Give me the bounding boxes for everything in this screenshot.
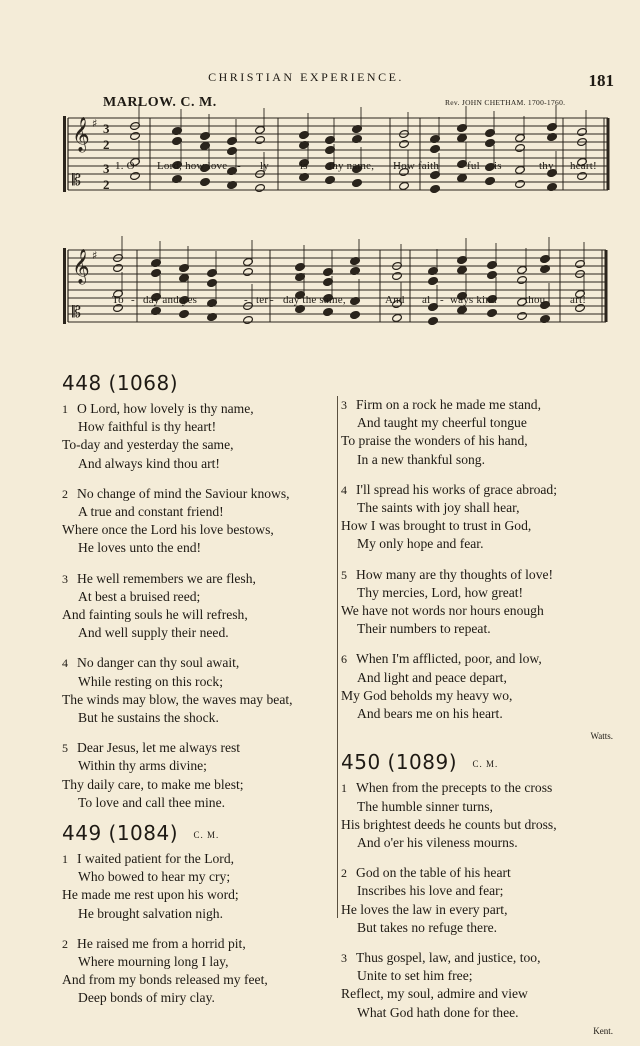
stanza-number: 4 (341, 482, 347, 497)
verse-line: In a new thankful song. (357, 451, 485, 467)
system-brace (63, 116, 66, 192)
verse-line: And from my bonds released my feet, (62, 972, 268, 988)
lyric-syllable: And (385, 294, 405, 306)
verse-line (62, 400, 338, 418)
verse-text: He well remembers we are flesh, (77, 570, 256, 586)
verse-line: Inscribes his love and fear; (357, 883, 504, 899)
right-column (341, 396, 621, 1046)
running-head: CHRISTIAN EXPERIENCE. (208, 70, 404, 84)
verse-line: Within thy arms divine; (78, 758, 207, 774)
alto-note (457, 133, 468, 142)
verse-line: He loves unto the end! (78, 540, 202, 556)
stanza (62, 935, 338, 1008)
verse-text: No change of mind the Saviour knows, (77, 485, 290, 501)
system-brace (63, 248, 66, 324)
verse-line: To praise the wonders of his hand, (341, 433, 528, 449)
tenor-clef-icon: 𝄡 (72, 170, 81, 189)
verse-line: And fainting souls he will refresh, (62, 607, 248, 623)
verse-line (62, 570, 338, 588)
lyric-syllable: How faith (393, 160, 440, 172)
stanza (341, 566, 621, 639)
verse-line: Their numbers to repeat. (357, 621, 491, 637)
lyric-syllable: is (300, 160, 308, 172)
stanza (62, 850, 338, 923)
stanza (341, 481, 621, 554)
verse-line (341, 650, 621, 668)
hymn-heading (62, 822, 338, 850)
lyric-syllable: ways kind (450, 294, 497, 306)
stanza (341, 864, 621, 937)
verse-line: To-day and yesterday the same, (62, 437, 234, 453)
verse-line (341, 779, 621, 797)
stanza (341, 779, 621, 852)
verse-line: And o'er his vileness mourns. (357, 835, 518, 851)
sharp-icon: ♯ (92, 117, 98, 130)
verse-line: How faithful is thy heart! (78, 419, 217, 435)
stanza (341, 650, 621, 723)
bass-note (352, 178, 363, 187)
verse-line: But takes no refuge there. (357, 919, 498, 935)
lyric-syllable: day and yes (143, 294, 198, 306)
verse-line: At best a bruised reed; (78, 588, 201, 604)
verse-text: I'll spread his works of grace abroad; (356, 481, 557, 497)
lyric-syllable: - (237, 160, 241, 172)
bass-note (243, 315, 254, 324)
verse-line: The humble sinner turns, (357, 798, 493, 814)
stanza-number: 4 (62, 656, 68, 671)
verse-line: And always kind thou art! (78, 455, 220, 471)
verse-line: Who bowed to hear my cry; (78, 869, 231, 885)
verse-line (341, 864, 621, 882)
verse-line: His brightest deeds he counts but dross, (341, 816, 557, 832)
verse-line: And bears me on his heart. (357, 706, 503, 722)
lyric-syllable: ly (260, 160, 269, 172)
verse-text: When from the precepts to the cross (356, 780, 553, 796)
time-signature-top: 3 (103, 121, 110, 136)
sharp-icon: ♯ (92, 249, 98, 262)
verse-line: What God hath done for thee. (357, 1004, 519, 1020)
hymn-meter: C. M. (193, 830, 220, 841)
alto-note (130, 131, 141, 140)
alto-note (243, 267, 254, 276)
verse-line (341, 396, 621, 414)
bass-note (179, 309, 190, 318)
bass-note (577, 171, 588, 180)
tenor-clef-icon: 𝄡 (72, 302, 81, 321)
lyric-syllable: thy name, (329, 160, 375, 172)
hymn-body (62, 850, 338, 1008)
lyric-syllable: thy (539, 160, 554, 172)
verse-line (341, 949, 621, 967)
verse-text: When I'm afflicted, poor, and low, (356, 651, 542, 667)
lyric-syllable: - (131, 294, 135, 306)
bass-note (430, 184, 441, 193)
lyric-syllable: art! (570, 294, 587, 306)
verse-text: Thus gospel, law, and justice, too, (356, 950, 541, 966)
verse-line (62, 485, 338, 503)
verse-line: Unite to set him free; (357, 968, 473, 984)
stanza-number: 5 (62, 741, 68, 756)
lyric-syllable: al (422, 294, 431, 306)
verse-line: The winds may blow, the waves may beat, (62, 691, 293, 707)
verse-line: My God beholds my heavy wo, (341, 687, 513, 703)
stanza-number: 2 (341, 866, 347, 881)
lyric-syllable: heart! (570, 160, 597, 172)
verse-line: Deep bonds of miry clay. (78, 990, 215, 1006)
verse-line (62, 654, 338, 672)
bass-note (399, 181, 410, 190)
bass-note (323, 307, 334, 316)
lyric-syllable: Lord, how love (157, 160, 228, 172)
hymn-number: 450 (1089) (341, 750, 458, 775)
left-column (62, 372, 338, 1020)
lyric-syllable: - (244, 294, 248, 306)
stanza (62, 485, 338, 558)
tune-name: MARLOW. C. M. (103, 95, 217, 110)
bass-note (457, 173, 468, 182)
lyric-syllable: 1. O (115, 160, 135, 172)
hymn-number: 448 (1068) (62, 371, 179, 395)
hymn-meter: C. M. (472, 759, 499, 770)
time-signature-bottom: 2 (103, 137, 110, 152)
bass-note (392, 313, 403, 322)
verse-line: He made me rest upon his word; (62, 887, 239, 903)
verse-line (62, 739, 338, 757)
verse-line: While resting on this rock; (78, 673, 223, 689)
hymn-body (341, 396, 621, 723)
lyric-syllable: - (440, 294, 444, 306)
verse-line: He loves the law in every part, (341, 901, 508, 917)
stanza (62, 654, 338, 727)
time-signature-bottom: 2 (103, 177, 110, 192)
verse-text: No danger can thy soul await, (77, 655, 240, 671)
verse-line: He brought salvation nigh. (78, 905, 223, 921)
lyric-syllable: day the same, (283, 294, 346, 306)
verse-line: Thy daily care, to make me blest; (62, 776, 244, 792)
stanza-number: 6 (341, 652, 347, 667)
bass-note (255, 183, 266, 192)
bass-note (485, 176, 496, 185)
verse-text: O Lord, how lovely is thy name, (77, 401, 254, 416)
verse-text: God on the table of his heart (356, 865, 511, 881)
verse-line: And well supply their need. (78, 625, 229, 641)
verse-line (341, 481, 621, 499)
verse-line (341, 566, 621, 584)
stanza (62, 739, 338, 812)
alto-note (113, 263, 124, 272)
stanza-number: 3 (62, 571, 68, 586)
hymn-author: Kent. (593, 1025, 613, 1036)
alto-note (399, 139, 410, 148)
lyric-syllable: is (494, 160, 502, 172)
music-score (0, 0, 640, 370)
verse-text: Firm on a rock he made me stand, (356, 397, 541, 412)
verse-text: I waited patient for the Lord, (77, 851, 235, 867)
bass-note (517, 311, 528, 320)
verse-line (62, 935, 338, 953)
stanza (341, 949, 621, 1022)
time-signature-top: 3 (103, 161, 110, 176)
stanza (62, 570, 338, 643)
verse-text: How many are thy thoughts of love! (356, 566, 554, 582)
bass-note (515, 179, 526, 188)
alto-note (255, 135, 266, 144)
hymn-heading (341, 751, 621, 779)
lyric-syllable: - (270, 294, 274, 306)
lyric-syllable: To (112, 294, 124, 306)
bass-note (350, 310, 361, 319)
verse-line: Where mourning long I lay, (78, 954, 229, 970)
hymn-number: 449 (1084) (62, 821, 179, 846)
verse-line: My only hope and fear. (357, 536, 484, 552)
stanza-number: 3 (341, 951, 347, 966)
verse-text: Dear Jesus, let me always rest (77, 740, 241, 756)
alto-note (428, 276, 439, 285)
stanza-number: 5 (341, 567, 347, 582)
bass-note (325, 175, 336, 184)
hymn-body (341, 779, 621, 1021)
stanza-number: 3 (341, 398, 347, 412)
verse-line: Thy mercies, Lord, how great! (357, 584, 524, 600)
lyric-syllable: thou (525, 294, 546, 306)
alto-note (430, 144, 441, 153)
verse-text: He raised me from a horrid pit, (77, 935, 246, 951)
verse-line (62, 850, 338, 868)
hymn-heading (62, 372, 338, 400)
lyric-syllable: - (458, 160, 462, 172)
treble-clef-icon: 𝄞 (72, 249, 90, 284)
lyric-syllable: ter (256, 294, 269, 306)
verse-line: To love and call thee mine. (78, 794, 226, 810)
stanza-number: 2 (62, 936, 68, 951)
bass-note (428, 316, 439, 325)
verse-line: We have not words nor hours enough (341, 603, 544, 619)
verse-line: Reflect, my soul, admire and view (341, 986, 528, 1002)
bass-note (457, 305, 468, 314)
bass-note (487, 308, 498, 317)
bass-note (130, 171, 141, 180)
stanza-number: 1 (62, 852, 68, 867)
verse-line: And taught my cheerful tongue (357, 415, 527, 431)
stanza (341, 396, 621, 469)
verse-line: But he sustains the shock. (78, 710, 219, 726)
alto-note (457, 265, 468, 274)
alto-note (392, 271, 403, 280)
stanza-number: 1 (341, 781, 347, 796)
hymn-author: Watts. (590, 731, 613, 742)
bass-note (200, 177, 211, 186)
stanza-number: 2 (62, 486, 68, 501)
verse-line: Where once the Lord his love bestows, (62, 522, 274, 538)
verse-line: And light and peace depart, (357, 669, 507, 685)
treble-clef-icon: 𝄞 (72, 117, 90, 152)
page-number: 181 (588, 71, 614, 90)
verse-line: A true and constant friend! (78, 504, 224, 520)
verse-line: How I was brought to trust in God, (341, 518, 532, 534)
stanza (62, 400, 338, 473)
lyric-syllable: ful (467, 160, 480, 172)
stanza-number: 1 (62, 402, 68, 416)
composer-credit: Rev. JOHN CHETHAM. 1700-1760. (445, 98, 566, 107)
hymn-body (62, 400, 338, 812)
verse-line: The saints with joy shall hear, (357, 500, 520, 516)
